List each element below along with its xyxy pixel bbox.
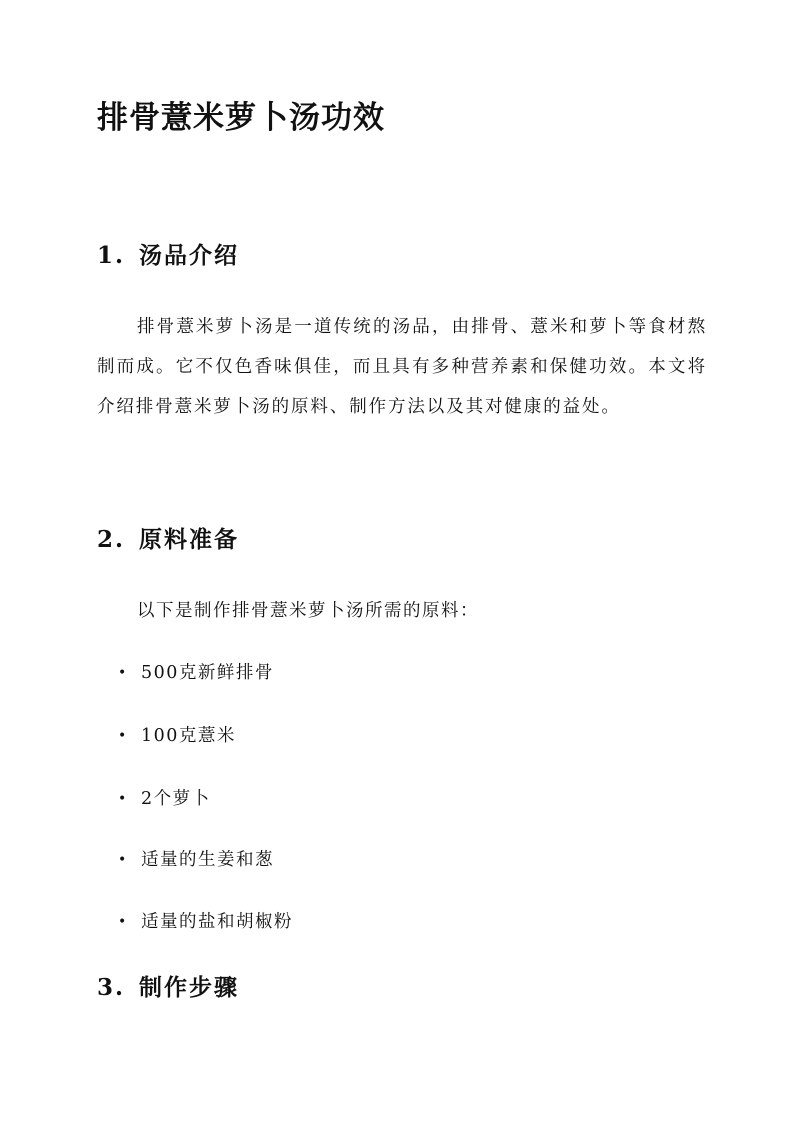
intro-paragraph: 排骨薏米萝卜汤是一道传统的汤品，由排骨、薏米和萝卜等食材熬制而成。它不仅色香味俱佳，而且具有多种营养素和保健功效。本文将介绍排骨薏米萝卜汤的原料、制作方法以及其对健康的益处。 xyxy=(97,317,707,417)
document-title: 排骨薏米萝卜汤功效 xyxy=(97,100,385,136)
list-item-text: 适量的生姜和葱 xyxy=(141,850,274,870)
list-item xyxy=(118,785,211,813)
list-item xyxy=(118,722,236,750)
section-title: 制作步骤 xyxy=(139,974,239,1001)
list-item-text: 2个萝卜 xyxy=(141,789,211,809)
bullet-icon: • xyxy=(118,665,128,681)
section-heading-ingredients xyxy=(97,524,239,556)
section-title: 汤品介绍 xyxy=(139,242,239,269)
section-heading-intro xyxy=(97,240,239,272)
section-number: 2. xyxy=(97,526,126,553)
bullet-icon: • xyxy=(118,791,128,807)
section-number: 3. xyxy=(97,974,126,1001)
bullet-icon: • xyxy=(118,852,128,868)
list-item-text: 100克薏米 xyxy=(141,726,236,746)
section-number: 1. xyxy=(97,242,126,269)
list-item xyxy=(118,846,274,874)
bullet-icon: • xyxy=(118,914,128,930)
section-heading-steps xyxy=(97,972,239,1004)
ingredients-intro: 以下是制作排骨薏米萝卜汤所需的原料： xyxy=(137,601,479,621)
list-item-text: 适量的盐和胡椒粉 xyxy=(141,912,293,932)
list-item xyxy=(118,908,293,936)
section-title: 原料准备 xyxy=(139,526,239,553)
list-item-text: 500克新鲜排骨 xyxy=(141,663,274,683)
bullet-icon: • xyxy=(118,728,128,744)
list-item xyxy=(118,659,274,687)
